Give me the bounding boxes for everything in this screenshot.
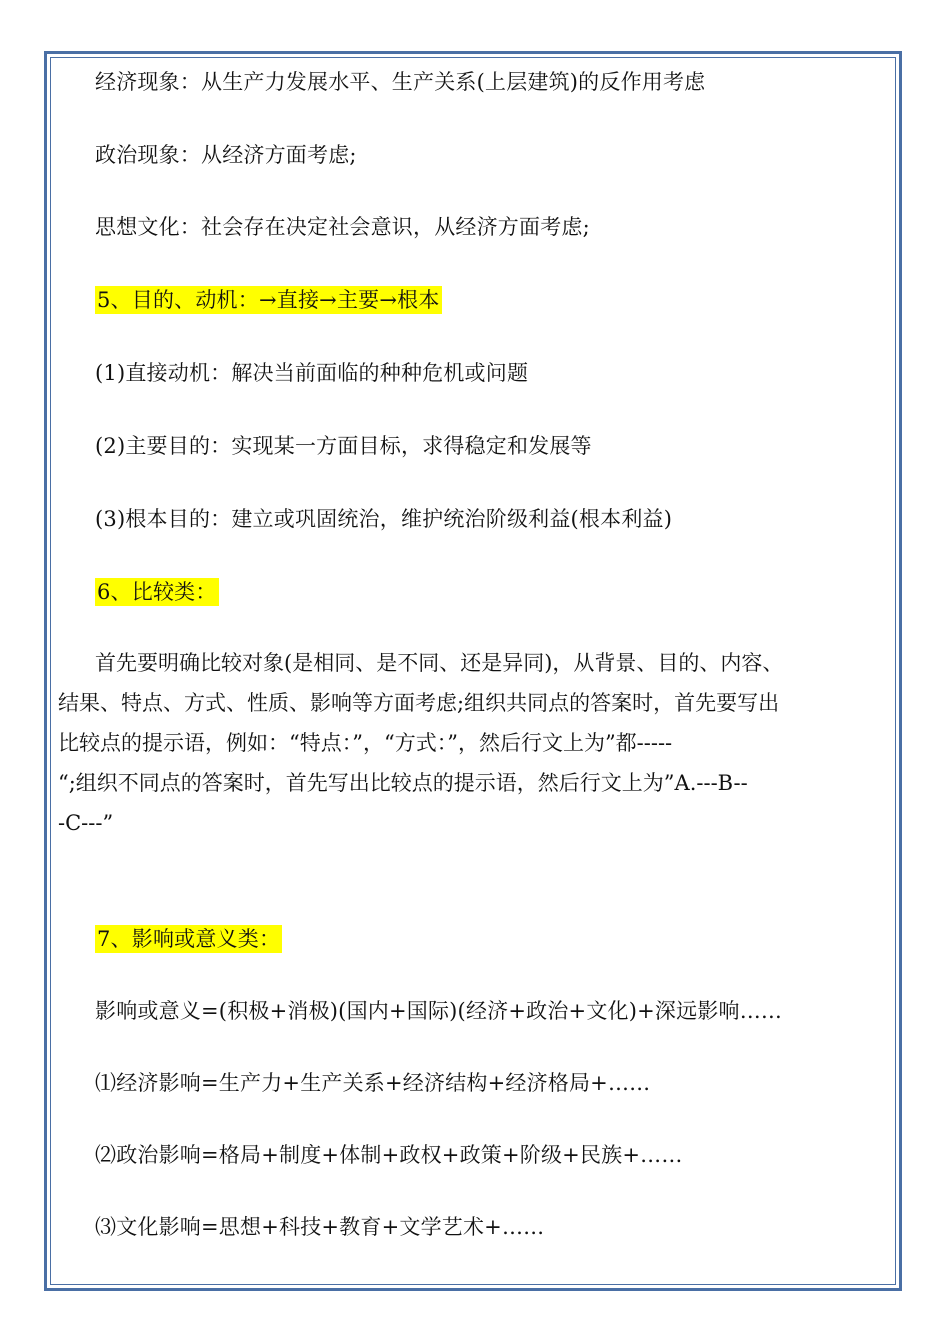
section-5-item-1: (1)直接动机：解决当前面临的种种危机或问题 bbox=[95, 361, 529, 385]
section-5-heading bbox=[95, 286, 442, 314]
section-7-item-0: 影响或意义=(积极+消极)(国内+国际)(经济+政治+文化)+深远影响…… bbox=[95, 999, 783, 1023]
section-6-paragraph-line-5: -C---” bbox=[58, 811, 114, 835]
section-7-heading bbox=[95, 925, 282, 953]
economic-phenomenon-line: 经济现象：从生产力发展水平、生产关系(上层建筑)的反作用考虑 bbox=[95, 70, 706, 94]
section-6-paragraph-line-3: 比较点的提示语，例如：“特点：”，“方式：”，然后行文上为”都----- bbox=[58, 731, 673, 755]
section-6-heading bbox=[95, 578, 219, 606]
section-7-item-2: ⑵政治影响=格局+制度+体制+政权+政策+阶级+民族+…… bbox=[95, 1143, 683, 1167]
section-6-heading-text: 6、比较类： bbox=[97, 580, 217, 604]
political-phenomenon-line: 政治现象：从经济方面考虑; bbox=[95, 143, 357, 167]
section-6-paragraph-line-2: 结果、特点、方式、性质、影响等方面考虑;组织共同点的答案时，首先要写出 bbox=[58, 691, 780, 715]
section-6-paragraph bbox=[58, 643, 888, 843]
section-5-item-2: (2)主要目的：实现某一方面目标，求得稳定和发展等 bbox=[95, 434, 592, 458]
section-5-item-3: (3)根本目的：建立或巩固统治，维护统治阶级利益(根本利益) bbox=[95, 507, 673, 531]
section-5-heading-text: 5、目的、动机：→直接→主要→根本 bbox=[97, 288, 440, 312]
thought-culture-line: 思想文化：社会存在决定社会意识，从经济方面考虑; bbox=[95, 215, 590, 239]
section-7-heading-text: 7、影响或意义类： bbox=[97, 927, 281, 951]
section-7-item-1: ⑴经济影响=生产力+生产关系+经济结构+经济格局+…… bbox=[95, 1071, 651, 1095]
section-6-paragraph-line-1: 首先要明确比较对象(是相同、是不同、还是异同)，从背景、目的、内容、 bbox=[95, 651, 784, 675]
section-6-paragraph-line-4: “;组织不同点的答案时，首先写出比较点的提示语，然后行文上为”A.---B-- bbox=[58, 771, 748, 795]
section-7-item-3: ⑶文化影响=思想+科技+教育+文学艺术+…… bbox=[95, 1215, 545, 1239]
